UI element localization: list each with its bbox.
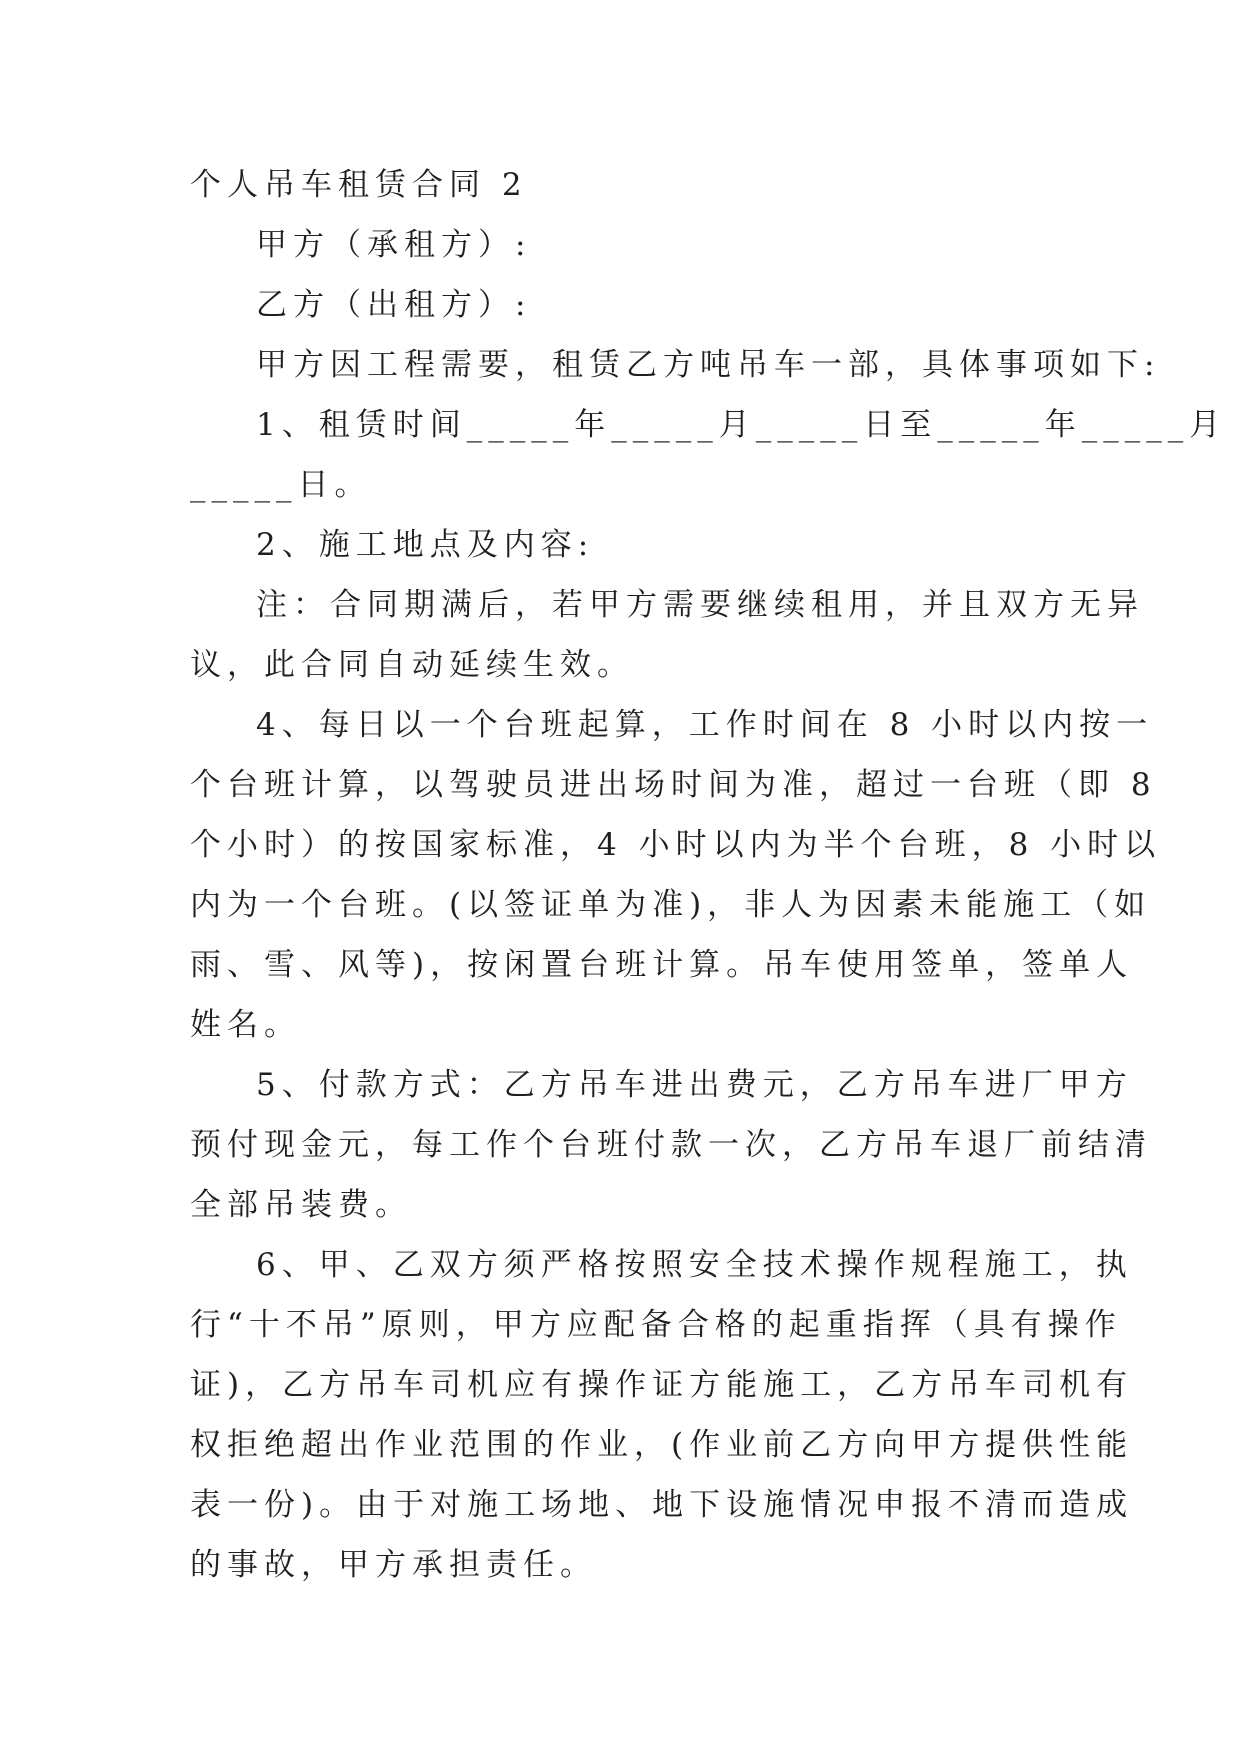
item6-line4: 权拒绝超出作业范围的作业，(作业前乙方向甲方提供性能 <box>190 1427 1134 1463</box>
intro-paragraph: 甲方因工程需要，租赁乙方吨吊车一部，具体事项如下: <box>256 347 1161 383</box>
item6-line2: 行“十不吊”原则，甲方应配备合格的起重指挥（具有操作 <box>190 1307 1122 1343</box>
item1-line1: 1、租赁时间_____年_____月_____日至_____年_____月 <box>256 407 1227 443</box>
item5-line2: 预付现金元，每工作个台班付款一次，乙方吊车退厂前结清 <box>190 1127 1152 1163</box>
item6-line6: 的事故，甲方承担责任。 <box>190 1547 597 1583</box>
note-line1: 注：合同期满后，若甲方需要继续租用，并且双方无异 <box>256 587 1144 623</box>
item2-line: 2、施工地点及内容: <box>256 527 595 563</box>
party-b-line: 乙方（出租方）: <box>256 287 532 323</box>
party-a-line: 甲方（承租方）: <box>256 227 532 263</box>
contract-body <box>190 155 1227 1595</box>
item4-line6: 姓名。 <box>190 1007 301 1043</box>
item6-line1: 6、甲、乙双方须严格按照安全技术操作规程施工，执 <box>256 1247 1133 1283</box>
item4-line1: 4、每日以一个台班起算，工作时间在 8 小时以内按一 <box>256 707 1154 743</box>
item5-line3: 全部吊装费。 <box>190 1187 412 1223</box>
item4-line5: 雨、雪、风等)，按闲置台班计算。吊车使用签单，签单人 <box>190 947 1134 983</box>
item5-line1: 5、付款方式：乙方吊车进出费元，乙方吊车进厂甲方 <box>256 1067 1133 1103</box>
document-title: 个人吊车租赁合同 2 <box>190 167 528 203</box>
item1-line2: _____日。 <box>190 467 372 503</box>
item4-line2: 个台班计算，以驾驶员进出场时间为准，超过一台班（即 8 <box>190 767 1157 803</box>
note-line2: 议，此合同自动延续生效。 <box>190 647 634 683</box>
item6-line3: 证)，乙方吊车司机应有操作证方能施工，乙方吊车司机有 <box>190 1367 1134 1403</box>
item4-line3: 个小时）的按国家标准，4 小时以内为半个台班，8 小时以 <box>190 827 1162 863</box>
item6-line5: 表一份)。由于对施工场地、地下设施情况申报不清而造成 <box>190 1487 1134 1523</box>
item4-line4: 内为一个台班。(以签证单为准)，非人为因素未能施工（如 <box>190 887 1152 923</box>
